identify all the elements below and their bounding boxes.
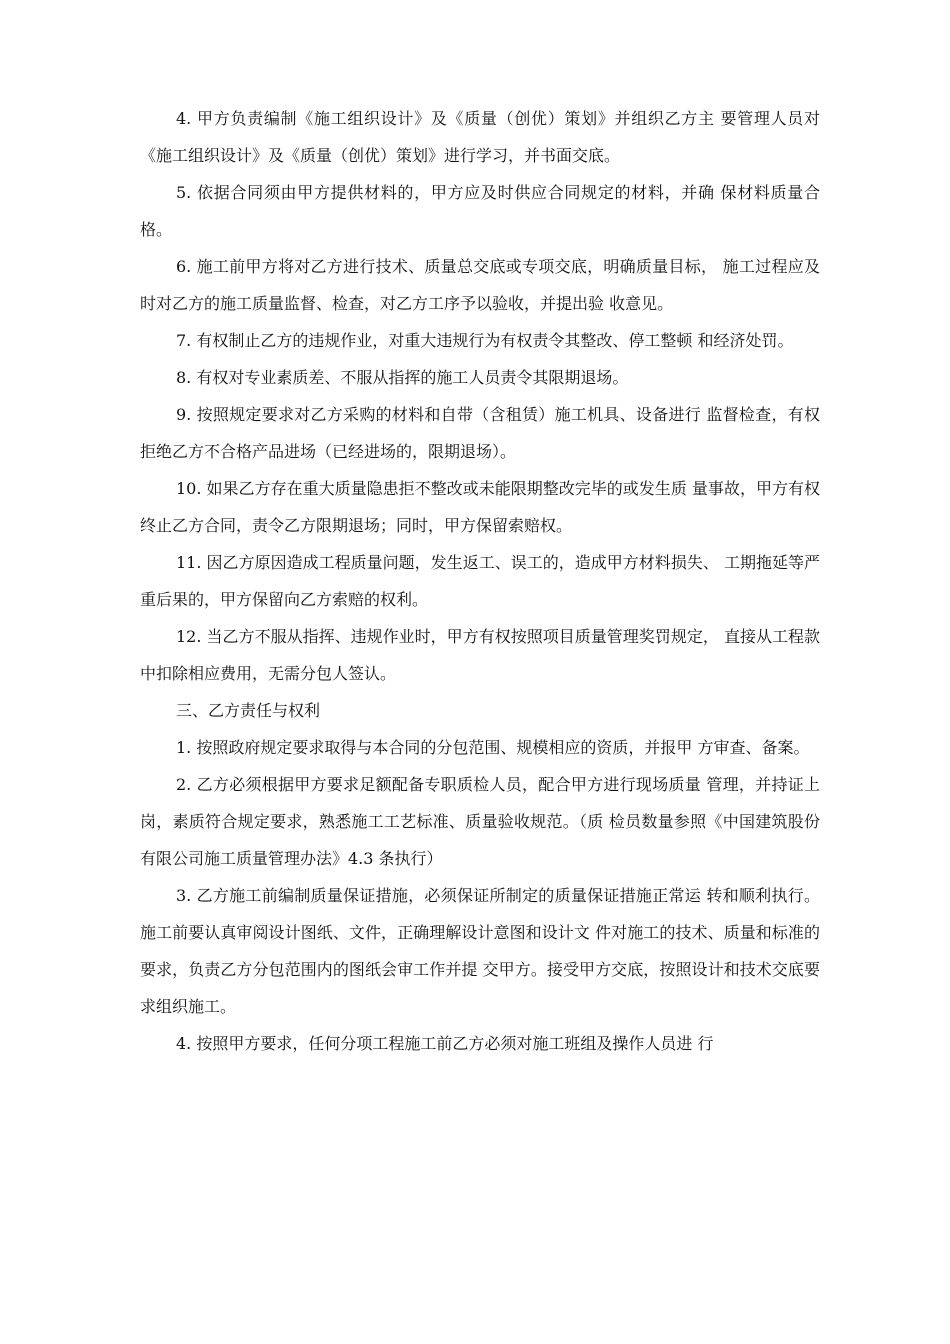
clause-item: 9. 按照规定要求对乙方采购的材料和自带（含租赁）施工机具、设备进行 监督检查，有权拒绝乙方不合格产品进场（已经进场的，限期退场）。 bbox=[140, 405, 820, 461]
clause-item: 2. 乙方必须根据甲方要求足额配备专职质检人员，配合甲方进行现场质量 管理，并持证上岗，素质符合规定要求，熟悉施工工艺标准、质量验收规范。（质 检员数量参照《中国建筑股份有限公司施工质量管理办法》4.3 条执行） bbox=[140, 775, 820, 868]
clause-item: 1. 按照政府规定要求取得与本合同的分包范围、规模相应的资质，并报甲 方审查、备案。 bbox=[176, 738, 810, 757]
clause-item: 3. 乙方施工前编制质量保证措施，必须保证所制定的质量保证措施正常运 转和顺利执行。施工前要认真审阅设计图纸、文件，正确理解设计意图和设计文 件对施工的技术、质量和标准的要求，负责乙方分包范围内的图纸会审工作并提 交甲方。接受甲方交底，按照设计和技术交底要求组织施工。 bbox=[140, 886, 820, 1016]
clause-item: 12. 当乙方不服从指挥、违规作业时，甲方有权按照项目质量管理奖罚规定， 直接从工程款中扣除相应费用，无需分包人签认。 bbox=[140, 627, 820, 683]
clause-item: 11. 因乙方原因造成工程质量问题，发生返工、误工的，造成甲方材料损失、 工期拖延等严重后果的，甲方保留向乙方索赔的权利。 bbox=[140, 553, 820, 609]
clause-item: 8. 有权对专业素质差、不服从指挥的施工人员责令其限期退场。 bbox=[176, 368, 629, 387]
clause-item: 7. 有权制止乙方的违规作业，对重大违规行为有权责令其整改、停工整顿 和经济处罚。 bbox=[176, 331, 794, 350]
section-heading: 三、乙方责任与权利 bbox=[176, 701, 321, 720]
clause-item: 4. 按照甲方要求，任何分项工程施工前乙方必须对施工班组及操作人员进 行 bbox=[176, 1034, 714, 1053]
clause-item: 4. 甲方负责编制《施工组织设计》及《质量（创优）策划》并组织乙方主 要管理人员对《施工组织设计》及《质量（创优）策划》进行学习，并书面交底。 bbox=[140, 109, 820, 165]
document-body bbox=[140, 100, 820, 1062]
clause-item: 6. 施工前甲方将对乙方进行技术、质量总交底或专项交底，明确质量目标， 施工过程应及时对乙方的施工质量监督、检查，对乙方工序予以验收，并提出验 收意见。 bbox=[140, 257, 820, 313]
clause-item: 10. 如果乙方存在重大质量隐患拒不整改或未能限期整改完毕的或发生质 量事故，甲方有权终止乙方合同，责令乙方限期退场；同时，甲方保留索赔权。 bbox=[140, 479, 820, 535]
clause-item: 5. 依据合同须由甲方提供材料的，甲方应及时供应合同规定的材料，并确 保材料质量合格。 bbox=[140, 183, 820, 239]
